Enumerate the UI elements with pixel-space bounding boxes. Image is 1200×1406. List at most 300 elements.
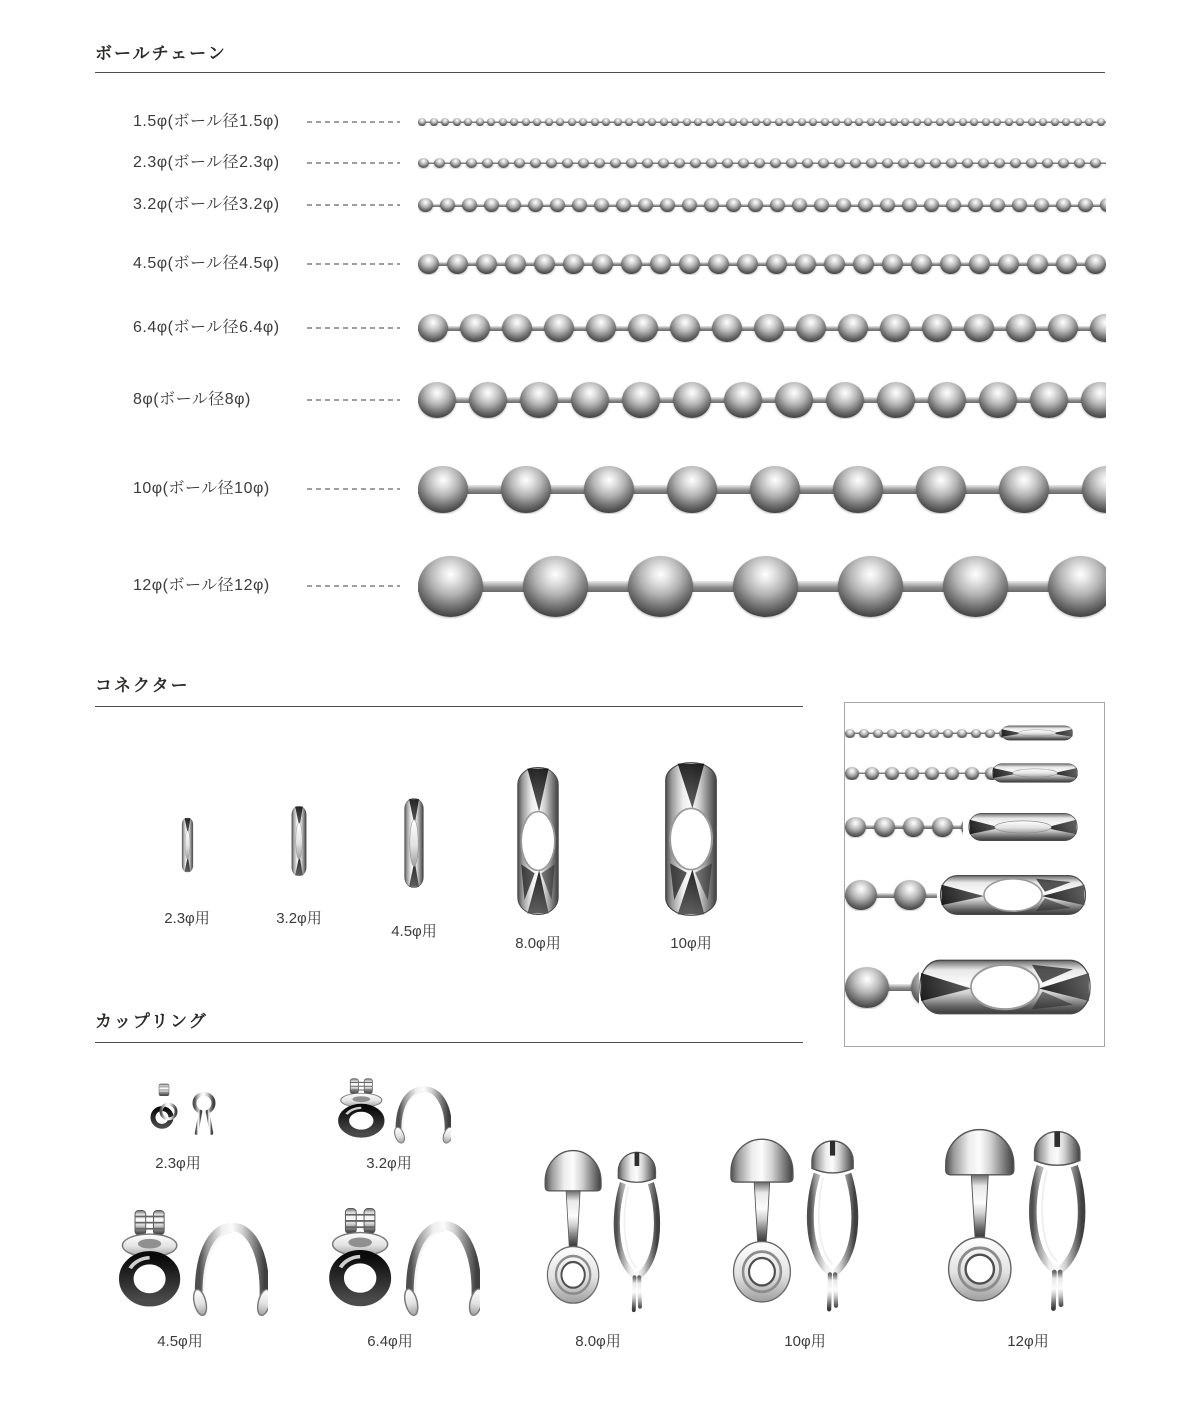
chain-ball xyxy=(671,118,679,126)
chain-ball xyxy=(650,254,671,274)
chain-ball xyxy=(932,817,953,837)
chain-ball xyxy=(821,118,829,126)
ball-chain-image xyxy=(418,158,1106,169)
ball-chain-size-label: 2.3φ(ボール径2.3φ) xyxy=(133,154,280,171)
chain-ball xyxy=(1085,254,1106,274)
chain-ball xyxy=(418,198,433,212)
chain-ball xyxy=(994,158,1005,168)
chain-ball xyxy=(1074,118,1082,126)
connector-capsule-icon xyxy=(510,765,566,917)
chain-ball xyxy=(752,118,760,126)
connector-sample-photo xyxy=(844,702,1105,1047)
coupling-divider xyxy=(95,1042,803,1043)
photo-chain-image xyxy=(845,879,937,911)
chain-ball xyxy=(748,198,763,212)
chain-ball xyxy=(834,158,845,168)
chain-ball xyxy=(648,118,656,126)
chain-ball xyxy=(1005,118,1013,126)
chain-ball xyxy=(880,314,910,342)
ball-chain-divider xyxy=(95,72,1105,73)
chain-ball xyxy=(670,314,700,342)
connector-item xyxy=(289,805,309,877)
chain-ball xyxy=(940,254,961,274)
chain-ball xyxy=(737,254,758,274)
chain-ball xyxy=(498,158,509,168)
chain-ball xyxy=(738,158,749,168)
chain-ball xyxy=(832,118,840,126)
chain-ball xyxy=(499,118,507,126)
chain-ball xyxy=(591,118,599,126)
chain-ball xyxy=(729,118,737,126)
chain-ball xyxy=(1006,314,1036,342)
chain-ball xyxy=(838,314,868,342)
chain-ball xyxy=(786,118,794,126)
chain-ball xyxy=(502,314,532,342)
ball-chain-size-label: 3.2φ(ボール径3.2φ) xyxy=(133,196,280,213)
chain-ball xyxy=(667,466,717,513)
ball-chain-size-label: 8φ(ボール径8φ) xyxy=(133,391,251,408)
chain-ball xyxy=(945,767,959,780)
chain-ball xyxy=(530,158,541,168)
chain-ball xyxy=(658,158,669,168)
ball-chain-image xyxy=(418,254,1106,275)
connector-size-label: 2.3φ用 xyxy=(164,910,210,927)
chain-ball xyxy=(638,198,653,212)
chain-ball xyxy=(962,158,973,168)
coupling-item xyxy=(712,1130,867,1322)
chain-ball xyxy=(1028,118,1036,126)
connector-capsule-icon xyxy=(991,760,1079,786)
connector-capsule-icon xyxy=(938,868,1088,922)
coupling-icon xyxy=(712,1130,867,1322)
chain-ball xyxy=(999,466,1049,513)
chain-ball xyxy=(890,118,898,126)
chain-ball xyxy=(625,118,633,126)
ball-chain-size-label: 10φ(ボール径10φ) xyxy=(133,480,270,497)
chain-ball xyxy=(610,158,621,168)
chain-ball xyxy=(882,254,903,274)
chain-ball xyxy=(845,767,859,780)
ball-chain-image xyxy=(418,118,1106,126)
chain-ball xyxy=(1062,118,1070,126)
chain-ball xyxy=(850,158,861,168)
connector-capsule-icon xyxy=(401,797,427,889)
chain-ball xyxy=(880,198,895,212)
chain-ball xyxy=(878,118,886,126)
chain-ball xyxy=(520,382,558,418)
chain-ball xyxy=(970,118,978,126)
coupling-icon xyxy=(326,1076,451,1146)
connector-size-label: 3.2φ用 xyxy=(276,910,322,927)
chain-ball xyxy=(1016,118,1024,126)
coupling-item xyxy=(326,1076,451,1146)
chain-ball xyxy=(867,118,875,126)
chain-ball xyxy=(924,118,932,126)
chain-ball xyxy=(708,254,729,274)
chain-ball xyxy=(979,382,1017,418)
coupling-size-label: 10φ用 xyxy=(784,1333,826,1350)
chain-ball xyxy=(673,382,711,418)
chain-ball xyxy=(1012,198,1027,212)
coupling-item xyxy=(925,1120,1095,1322)
chain-ball xyxy=(754,314,784,342)
chain-ball xyxy=(660,198,675,212)
chain-ball xyxy=(628,556,693,617)
chain-ball xyxy=(706,158,717,168)
chain-ball xyxy=(430,118,438,126)
chain-ball xyxy=(946,198,961,212)
chain-ball xyxy=(434,158,445,168)
chain-ball xyxy=(563,254,584,274)
chain-ball xyxy=(637,118,645,126)
chain-ball xyxy=(845,817,866,837)
coupling-item xyxy=(528,1142,668,1322)
chain-ball xyxy=(946,158,957,168)
chain-ball xyxy=(717,118,725,126)
chain-ball xyxy=(824,254,845,274)
dashed-leader xyxy=(307,327,400,329)
chain-ball xyxy=(586,314,616,342)
chain-ball xyxy=(750,466,800,513)
chain-ball xyxy=(514,158,525,168)
coupling-item xyxy=(140,1080,225,1144)
chain-ball xyxy=(1082,466,1106,513)
chain-ball xyxy=(733,556,798,617)
chain-ball xyxy=(943,729,953,738)
chain-ball xyxy=(626,158,637,168)
chain-ball xyxy=(579,118,587,126)
chain-ball xyxy=(594,198,609,212)
chain-ball xyxy=(523,556,588,617)
connector-size-label: 4.5φ用 xyxy=(391,923,437,940)
chain-ball xyxy=(838,556,903,617)
chain-ball xyxy=(621,254,642,274)
ball-chain-size-label: 6.4φ(ボール径6.4φ) xyxy=(133,319,280,336)
chain-ball xyxy=(858,198,873,212)
connector-item xyxy=(510,765,566,917)
ball-chain-image xyxy=(418,554,1106,619)
chain-ball xyxy=(792,198,807,212)
photo-connector xyxy=(991,760,1079,786)
chain-ball xyxy=(859,729,869,738)
chain-ball xyxy=(763,118,771,126)
chain-ball xyxy=(418,466,468,513)
chain-ball xyxy=(528,198,543,212)
chain-ball xyxy=(902,198,917,212)
chain-ball xyxy=(682,198,697,212)
chain-ball xyxy=(915,729,925,738)
photo-connector xyxy=(1000,723,1074,743)
chain-ball xyxy=(845,967,889,1008)
chain-ball xyxy=(690,158,701,168)
chain-ball xyxy=(826,382,864,418)
ball-chain-size-label: 4.5φ(ボール径4.5φ) xyxy=(133,255,280,272)
chain-ball xyxy=(441,118,449,126)
chain-ball xyxy=(770,158,781,168)
chain-ball xyxy=(660,118,668,126)
chain-ball xyxy=(814,198,829,212)
chain-ball xyxy=(985,729,995,738)
chain-ball xyxy=(978,158,989,168)
chain-ball xyxy=(964,314,994,342)
chain-ball xyxy=(740,118,748,126)
chain-ball xyxy=(544,314,574,342)
chain-ball xyxy=(961,817,963,837)
chain-ball xyxy=(802,158,813,168)
connector-size-label: 8.0φ用 xyxy=(515,935,561,952)
coupling-size-label: 3.2φ用 xyxy=(366,1155,412,1172)
chain-ball xyxy=(418,314,448,342)
chain-ball xyxy=(592,254,613,274)
chain-ball xyxy=(594,158,605,168)
chain-ball xyxy=(873,729,883,738)
coupling-item xyxy=(103,1206,268,1320)
chain-ball xyxy=(1048,556,1106,617)
ball-chain-image xyxy=(418,464,1106,514)
chain-ball xyxy=(440,198,455,212)
chain-ball xyxy=(982,118,990,126)
chain-ball xyxy=(501,466,551,513)
chain-ball xyxy=(679,254,700,274)
dashed-leader xyxy=(307,162,400,164)
dashed-leader xyxy=(307,399,400,401)
chain-ball xyxy=(924,198,939,212)
connector-size-label: 10φ用 xyxy=(670,935,712,952)
chain-ball xyxy=(845,880,877,910)
connector-capsule-icon xyxy=(656,760,726,918)
connector-capsule-icon xyxy=(917,950,1093,1024)
coupling-item xyxy=(313,1204,480,1320)
chain-ball xyxy=(674,158,685,168)
chain-ball xyxy=(865,767,879,780)
chain-ball xyxy=(845,729,855,738)
chain-ball xyxy=(971,729,981,738)
chain-ball xyxy=(898,158,909,168)
chain-ball xyxy=(1056,198,1071,212)
ball-chain-size-label: 12φ(ボール径12φ) xyxy=(133,577,270,594)
chain-ball xyxy=(1030,382,1068,418)
chain-ball xyxy=(795,254,816,274)
chain-ball xyxy=(786,158,797,168)
chain-ball xyxy=(1085,118,1093,126)
chain-ball xyxy=(466,158,477,168)
chain-ball xyxy=(1058,158,1069,168)
chain-ball xyxy=(1090,314,1106,342)
chain-ball xyxy=(510,118,518,126)
chain-ball xyxy=(1042,158,1053,168)
chain-ball xyxy=(460,314,490,342)
chain-ball xyxy=(1048,314,1078,342)
chain-ball xyxy=(930,158,941,168)
chain-ball xyxy=(418,254,439,274)
chain-ball xyxy=(694,118,702,126)
chain-ball xyxy=(916,466,966,513)
chain-ball xyxy=(798,118,806,126)
photo-chain-image xyxy=(845,766,995,780)
chain-ball xyxy=(482,158,493,168)
chain-ball xyxy=(628,314,658,342)
chain-ball xyxy=(1010,158,1021,168)
chain-ball xyxy=(562,158,573,168)
coupling-icon xyxy=(528,1142,668,1322)
chain-ball xyxy=(572,198,587,212)
chain-ball xyxy=(704,198,719,212)
chain-ball xyxy=(418,382,456,418)
coupling-icon xyxy=(103,1206,268,1320)
photo-connector xyxy=(967,808,1079,846)
chain-ball xyxy=(487,118,495,126)
chain-ball xyxy=(882,158,893,168)
coupling-size-label: 8.0φ用 xyxy=(575,1333,621,1350)
chain-ball xyxy=(602,118,610,126)
ball-chain-size-label: 1.5φ(ボール径1.5φ) xyxy=(133,113,280,130)
chain-ball xyxy=(903,817,924,837)
chain-ball xyxy=(1090,158,1101,168)
ball-chain-image xyxy=(418,198,1106,213)
connector-heading: コネクター xyxy=(95,676,190,695)
chain-ball xyxy=(965,767,979,780)
chain-ball xyxy=(809,118,817,126)
chain-ball xyxy=(522,118,530,126)
coupling-size-label: 6.4φ用 xyxy=(367,1333,413,1350)
dashed-leader xyxy=(307,585,400,587)
chain-ball xyxy=(833,466,883,513)
chain-ball xyxy=(1074,158,1085,168)
chain-ball xyxy=(877,382,915,418)
photo-connector xyxy=(917,950,1093,1024)
chain-ball xyxy=(959,118,967,126)
chain-ball xyxy=(1097,118,1105,126)
chain-ball xyxy=(584,466,634,513)
chain-ball xyxy=(616,198,631,212)
dashed-leader xyxy=(307,204,400,206)
connector-capsule-icon xyxy=(180,817,195,873)
chain-ball xyxy=(928,382,966,418)
chain-ball xyxy=(462,198,477,212)
chain-ball xyxy=(913,118,921,126)
chain-ball xyxy=(1039,118,1047,126)
chain-ball xyxy=(724,382,762,418)
chain-ball xyxy=(622,382,660,418)
chain-ball xyxy=(901,118,909,126)
dashed-leader xyxy=(307,121,400,123)
chain-ball xyxy=(484,198,499,212)
chain-ball xyxy=(418,556,483,617)
chain-ball xyxy=(770,198,785,212)
chain-ball xyxy=(754,158,765,168)
chain-ball xyxy=(447,254,468,274)
photo-connector xyxy=(938,868,1088,922)
chain-ball xyxy=(1078,198,1093,212)
connector-capsule-icon xyxy=(1000,723,1074,743)
chain-ball xyxy=(722,158,733,168)
chain-ball xyxy=(683,118,691,126)
dashed-leader xyxy=(307,488,400,490)
chain-ball xyxy=(568,118,576,126)
coupling-size-label: 12φ用 xyxy=(1007,1333,1049,1350)
chain-ball xyxy=(943,556,1008,617)
chain-ball xyxy=(887,729,897,738)
chain-ball xyxy=(766,254,787,274)
chain-ball xyxy=(450,158,461,168)
chain-ball xyxy=(874,817,895,837)
chain-ball xyxy=(1026,158,1037,168)
chain-ball xyxy=(925,767,939,780)
chain-ball xyxy=(775,118,783,126)
connector-item xyxy=(656,760,726,918)
ball-chain-image xyxy=(418,313,1106,343)
chain-ball xyxy=(855,118,863,126)
chain-ball xyxy=(998,254,1019,274)
connector-item xyxy=(401,797,427,889)
chain-ball xyxy=(911,254,932,274)
connector-capsule-icon xyxy=(967,808,1079,846)
chain-ball xyxy=(556,118,564,126)
chain-ball xyxy=(922,314,952,342)
coupling-size-label: 4.5φ用 xyxy=(157,1333,203,1350)
chain-ball xyxy=(642,158,653,168)
chain-ball xyxy=(476,254,497,274)
ball-chain-image xyxy=(418,381,1106,419)
chain-ball xyxy=(1081,382,1106,418)
chain-ball xyxy=(947,118,955,126)
photo-chain-image xyxy=(845,965,919,1009)
chain-ball xyxy=(571,382,609,418)
chain-ball xyxy=(578,158,589,168)
chain-ball xyxy=(469,382,507,418)
photo-chain-image xyxy=(845,728,1003,738)
chain-ball xyxy=(993,118,1001,126)
chain-ball xyxy=(936,118,944,126)
chain-ball xyxy=(453,118,461,126)
chain-ball xyxy=(905,767,919,780)
coupling-icon xyxy=(925,1120,1095,1322)
chain-ball xyxy=(885,767,899,780)
chain-ball xyxy=(818,158,829,168)
chain-ball xyxy=(476,118,484,126)
chain-ball xyxy=(1056,254,1077,274)
chain-ball xyxy=(534,254,555,274)
photo-chain-image xyxy=(845,817,963,838)
chain-ball xyxy=(775,382,813,418)
chain-ball xyxy=(990,198,1005,212)
chain-ball xyxy=(1100,198,1106,212)
chain-ball xyxy=(506,198,521,212)
connector-capsule-icon xyxy=(289,805,309,877)
chain-ball xyxy=(901,729,911,738)
chain-ball xyxy=(614,118,622,126)
connector-item xyxy=(180,817,195,873)
chain-ball xyxy=(418,158,429,168)
chain-ball xyxy=(546,158,557,168)
chain-ball xyxy=(866,158,877,168)
chain-ball xyxy=(853,254,874,274)
ball-chain-heading: ボールチェーン xyxy=(95,44,227,63)
coupling-icon xyxy=(313,1204,480,1320)
chain-ball xyxy=(545,118,553,126)
coupling-size-label: 2.3φ用 xyxy=(155,1155,201,1172)
chain-ball xyxy=(550,198,565,212)
chain-ball xyxy=(712,314,742,342)
chain-ball xyxy=(914,158,925,168)
chain-ball xyxy=(464,118,472,126)
connector-divider xyxy=(95,706,803,707)
chain-ball xyxy=(929,729,939,738)
chain-ball xyxy=(969,254,990,274)
dashed-leader xyxy=(307,263,400,265)
chain-ball xyxy=(1034,198,1049,212)
coupling-heading: カップリング xyxy=(95,1012,208,1031)
